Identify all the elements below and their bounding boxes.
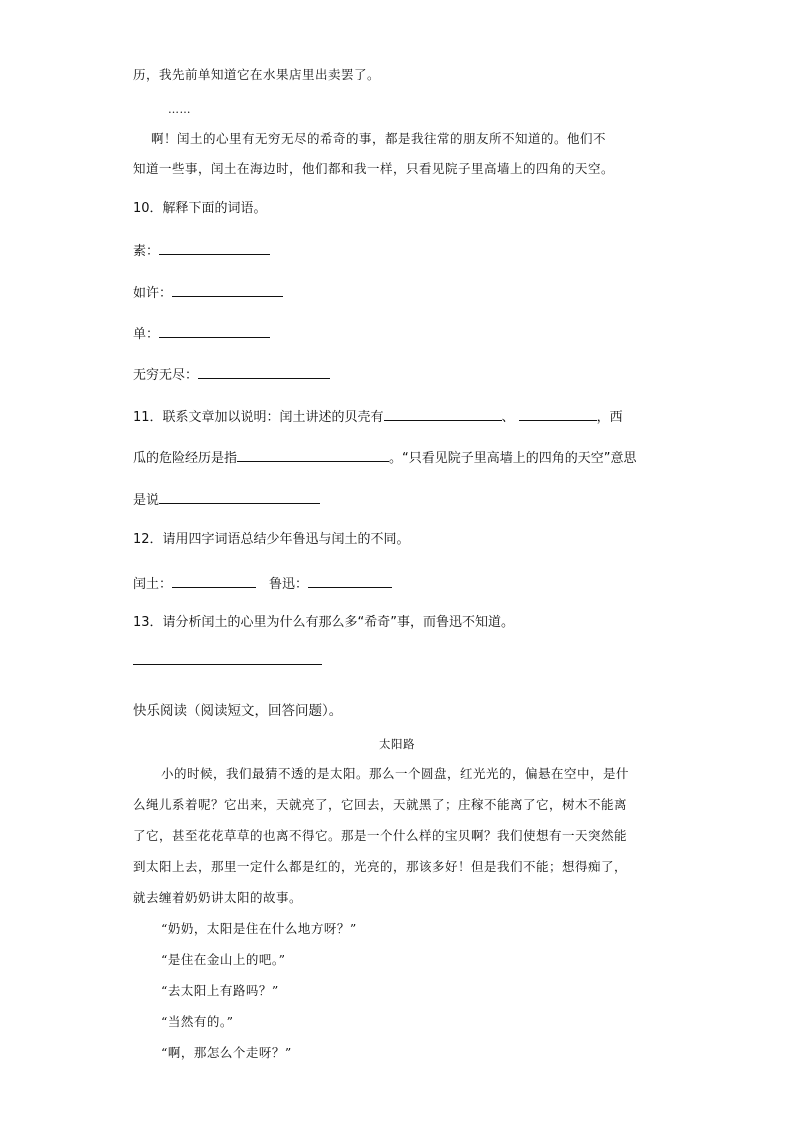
q11-line-3: [133, 489, 320, 510]
answer-blank[interactable]: [159, 489, 320, 504]
q11-text: ，西: [596, 410, 623, 425]
q11-text: 11．联系文章加以说明：闰土讲述的贝壳有: [133, 410, 384, 425]
q12-prompt: 12．请用四字词语总结少年鲁迅与闰土的不同。: [133, 532, 410, 547]
answer-blank[interactable]: [198, 364, 330, 379]
q12-label-luxun: 鲁迅：: [269, 577, 309, 592]
q10-label: 单：: [133, 327, 160, 342]
answer-blank[interactable]: [159, 323, 270, 338]
passage-line: 知道一些事，闰土在海边时，他们都和我一样，只看见院子里高墙上的四角的天空。: [133, 161, 615, 176]
answer-blank[interactable]: [159, 240, 270, 255]
q11-line-2: [133, 447, 637, 468]
passage-line: 啊！闰土的心里有无穷无尽的希奇的事，都是我往常的朋友所不知道的。他们不: [151, 131, 607, 146]
q10-label: 素：: [133, 244, 160, 259]
answer-blank[interactable]: [308, 573, 392, 588]
article-line: 么绳儿系着呢？它出来，天就亮了，它回去，天就黑了；庄稼不能离了它，树木不能离: [133, 797, 628, 812]
ellipsis: ……: [168, 103, 191, 116]
q13-prompt: 13．请分析闰土的心里为什么有那么多“希奇”事，而鲁迅不知道。: [133, 615, 515, 630]
q12-answers: [133, 573, 392, 594]
dialogue-line: “是住在金山上的吧。”: [161, 952, 286, 967]
q10-item-2: [133, 282, 283, 303]
q11-line-1: [133, 406, 623, 427]
q11-separator: 、: [501, 410, 515, 425]
q10-item-1: [133, 240, 270, 261]
q11-text: 是说: [133, 493, 160, 508]
article-line: 到太阳上去，那里一定什么都是红的，光亮的，那该多好！但是我们不能；想得痴了，: [133, 859, 628, 874]
passage-line: 历，我先前单知道它在水果店里出卖罢了。: [133, 67, 381, 82]
answer-blank[interactable]: [519, 406, 597, 421]
answer-blank[interactable]: [384, 406, 502, 421]
q10-label: 无穷无尽：: [133, 368, 199, 383]
q11-text: 瓜的危险经历是指: [133, 451, 238, 466]
answer-blank[interactable]: [172, 573, 256, 588]
answer-blank[interactable]: [172, 282, 283, 297]
article-line: 了它，甚至花花草草的也离不得它。那是一个什么样的宝贝啊？我们使想有一天突然能: [133, 828, 628, 843]
article-line: 小的时候，我们最猜不透的是太阳。那么一个圆盘，红光光的，偏悬在空中，是什: [161, 766, 630, 781]
dialogue-line: “奶奶，太阳是住在什么地方呀？”: [161, 921, 357, 936]
dialogue-line: “去太阳上有路吗？”: [161, 983, 279, 998]
q10-label: 如许：: [133, 286, 173, 301]
q11-text: 。“只看见院子里高墙上的四角的天空”意思: [389, 451, 637, 466]
answer-blank[interactable]: [237, 447, 389, 462]
dialogue-line: “当然有的。”: [161, 1014, 234, 1029]
article-title: 太阳路: [379, 737, 415, 751]
answer-line[interactable]: [133, 664, 322, 665]
article-line: 就去缠着奶奶讲太阳的故事。: [133, 890, 303, 905]
dialogue-line: “啊，那怎么个走呀？”: [161, 1045, 292, 1060]
q10-item-4: [133, 364, 330, 385]
section-heading: 快乐阅读（阅读短文，回答问题）。: [133, 703, 343, 719]
q10-item-3: [133, 323, 270, 344]
q10-prompt: 10．解释下面的词语。: [133, 201, 267, 216]
q12-label-runtu: 闰土：: [133, 577, 173, 592]
